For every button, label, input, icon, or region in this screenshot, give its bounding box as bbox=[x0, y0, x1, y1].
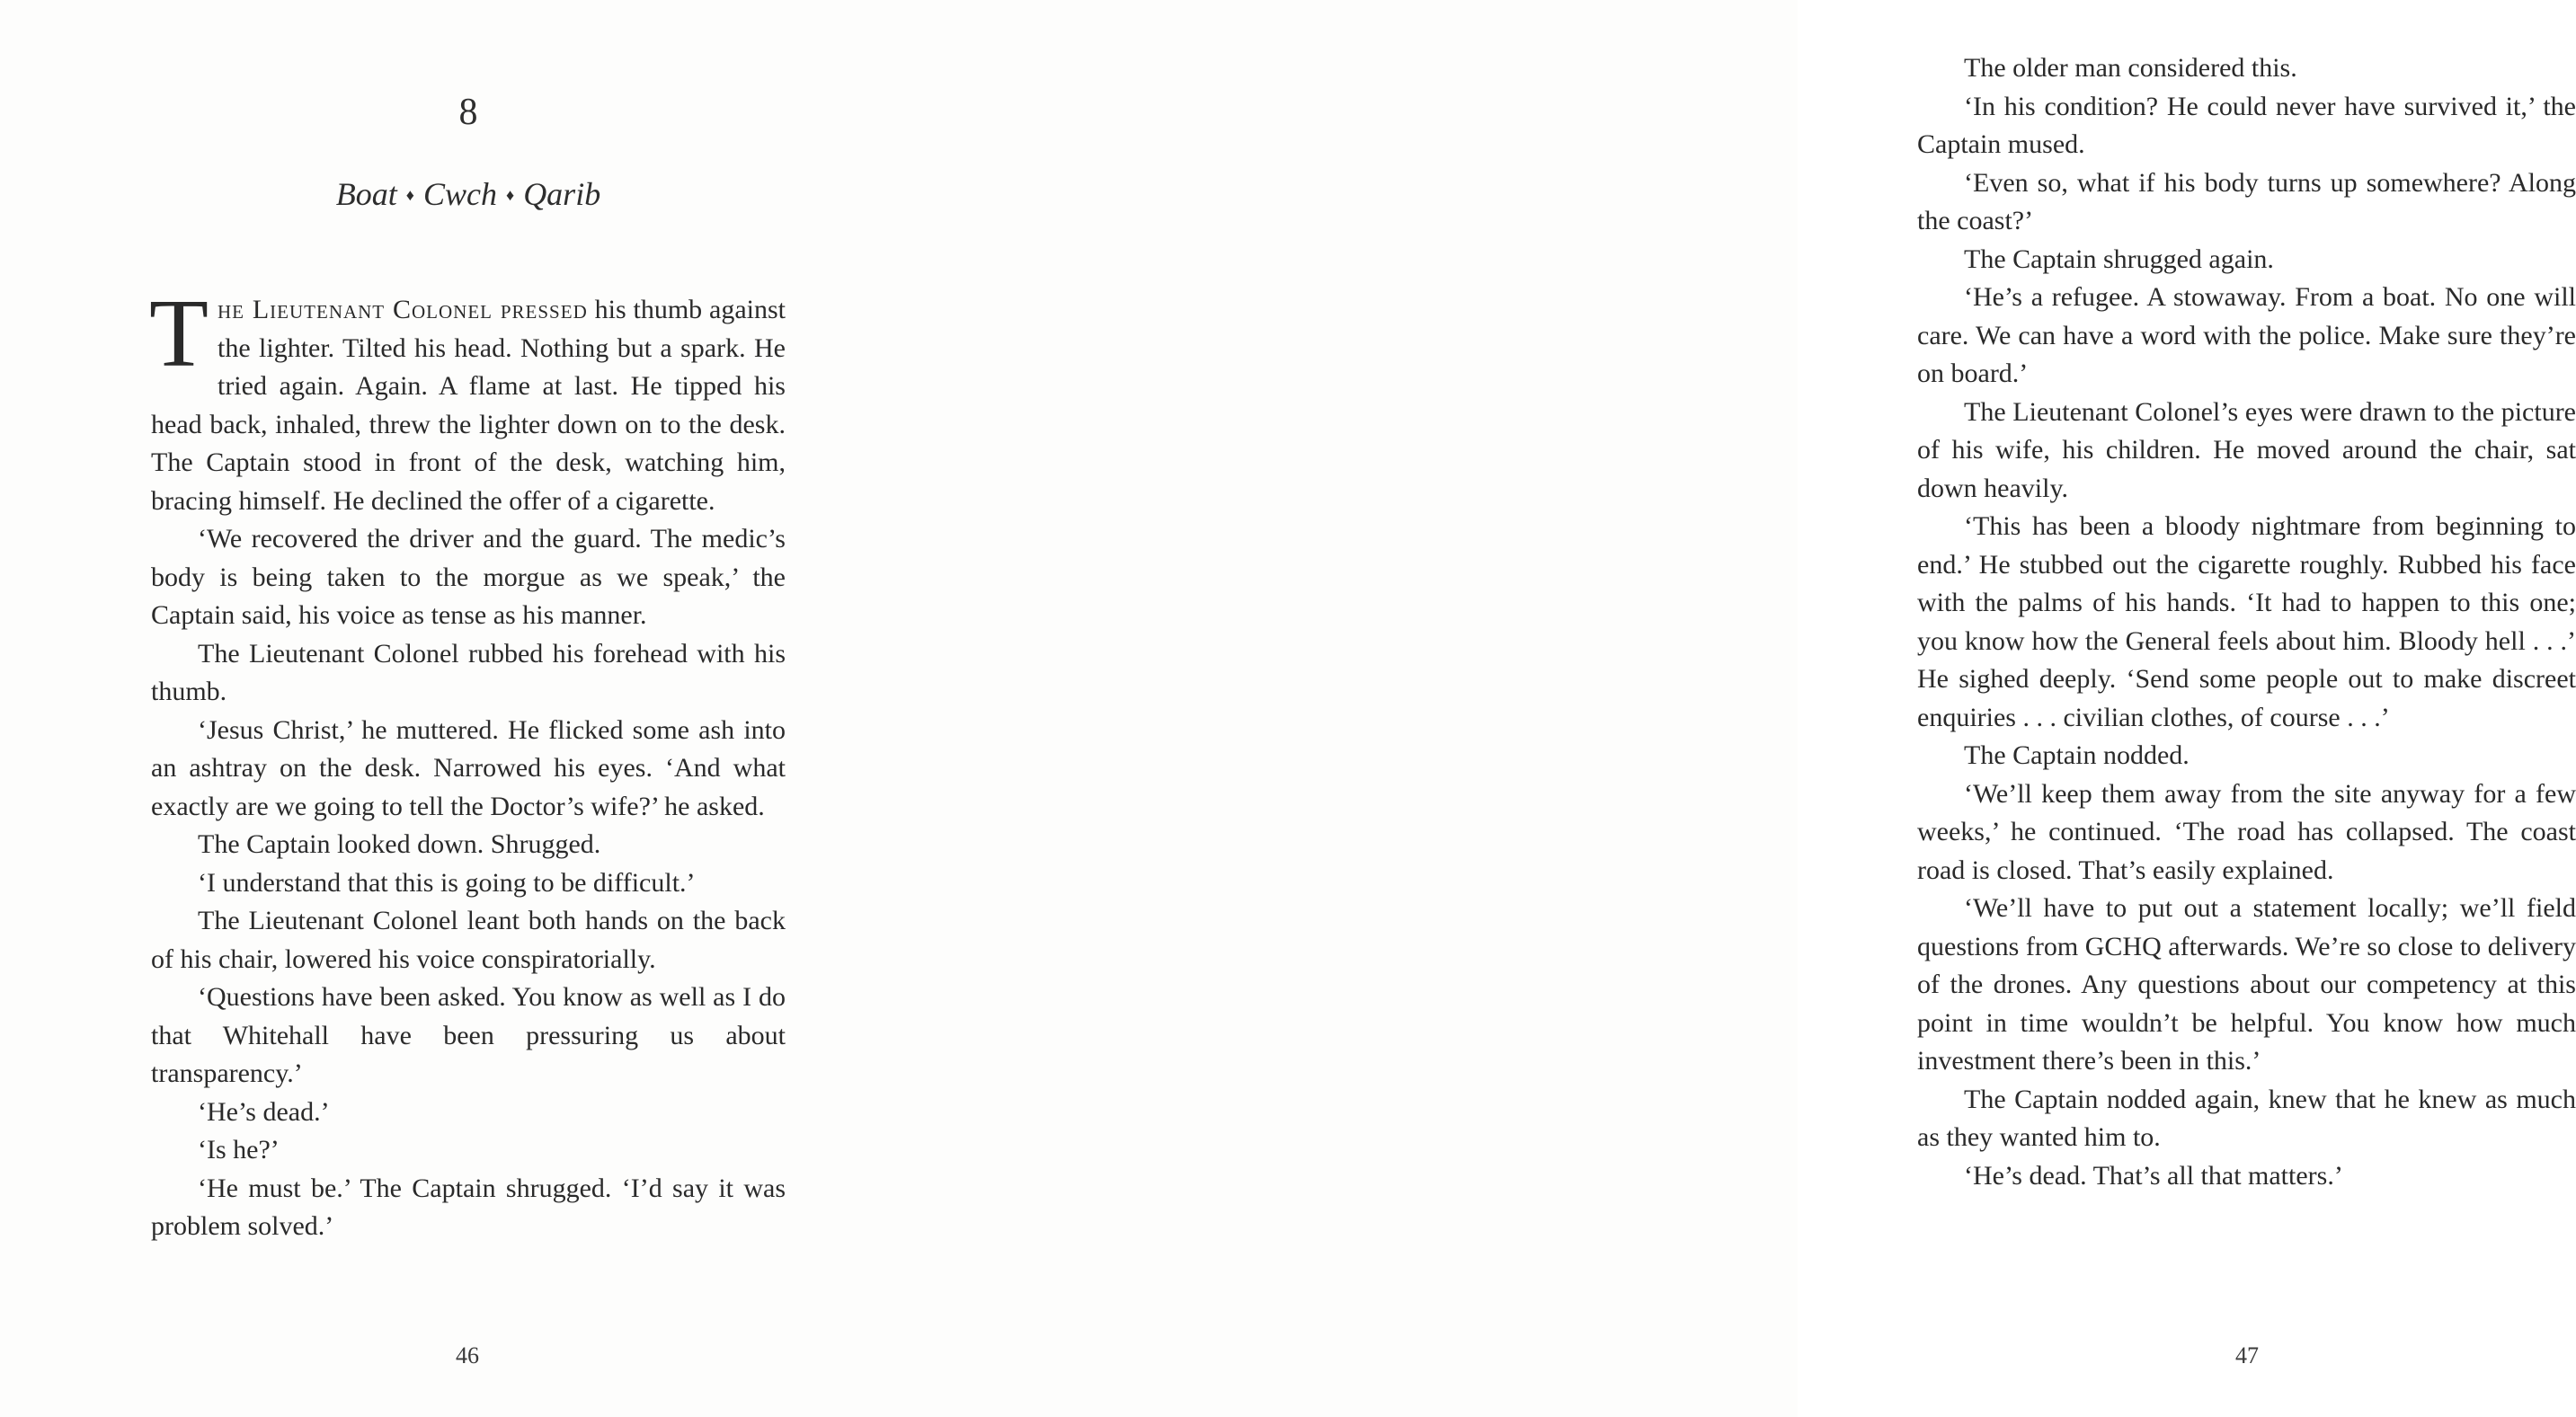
left-page bbox=[0, 0, 899, 1417]
paragraph: ‘This has been a bloody nightmare from beginning to end.’ He stubbed out the cigarette roughly. Rubbed his face with the palms of his hands. ‘It had to happen to this one; you know how the General feels about him. Bloody hell . . .’ He sighed deeply. ‘Send some people out to make discreet enquiries . . . civilian clothes, of course . . .’ bbox=[1917, 511, 2576, 732]
paragraph: The Lieutenant Colonel leant both hands on the back of his chair, lowered his voice conspiratorially. bbox=[151, 906, 786, 974]
paragraph: ‘Questions have been asked. You know as well as I do that Whitehall have been pressuring us about transparency.’ bbox=[151, 982, 786, 1088]
right-page bbox=[899, 0, 2576, 1417]
right-page-body bbox=[1917, 49, 2576, 1195]
paragraph: ‘He must be.’ The Captain shrugged. ‘I’d say it was problem solved.’ bbox=[151, 1173, 786, 1241]
paragraph: The Captain shrugged again. bbox=[1964, 244, 2274, 274]
drop-cap: T bbox=[149, 280, 209, 387]
paragraph: ‘We recovered the driver and the guard. The medic’s body is being taken to the morgue as we speak,’ the Captain said, his voice as tense as his manner. bbox=[151, 524, 786, 630]
paragraph: ‘In his condition? He could never have survived it,’ the Captain mused. bbox=[1917, 91, 2576, 159]
paragraph: The Lieutenant Colonel rubbed his forehead with his thumb. bbox=[151, 638, 786, 706]
paragraph: The older man considered this. bbox=[1964, 53, 2297, 83]
chapter-title bbox=[151, 178, 786, 210]
opening-small-caps: he Lieutenant Colonel pressed bbox=[217, 295, 588, 324]
paragraph: ‘He’s dead. That’s all that matters.’ bbox=[1964, 1160, 2343, 1191]
paragraph: ‘We’ll have to put out a statement locally; we’ll field questions from GCHQ afterwards. We’re so close to delivery of the drones. Any questions about our competency at this point in time wouldn’t be helpful. You know how much investment there’s been in this.’ bbox=[1917, 893, 2576, 1076]
paragraph: ‘He’s a refugee. A stowaway. From a boat. No one will care. We can have a word with the police. Make sure they’re on board.’ bbox=[1917, 282, 2576, 388]
chapter-title-part: Cwch bbox=[422, 176, 497, 212]
opening-paragraph bbox=[149, 280, 786, 520]
chapter-number: 8 bbox=[458, 92, 478, 133]
paragraph: ‘Even so, what if his body turns up somewhere? Along the coast?’ bbox=[1917, 167, 2576, 235]
diamond-separator-icon: ♦ bbox=[405, 185, 414, 204]
chapter-title-part: Boat bbox=[335, 176, 397, 212]
paragraph: The Captain nodded again, knew that he knew as much as they wanted him to. bbox=[1917, 1084, 2576, 1152]
opening-text: his thumb against the lighter. Tilted his head. Nothing but a spark. He tried again. Again. A flame at last. He tipped his head back, inhaled, threw the lighter down on to the desk. The Captain stood in front of the desk, watching him, bracing himself. He declined the offer of a cigarette. bbox=[151, 295, 786, 516]
page-number: 47 bbox=[2235, 1342, 2259, 1368]
paragraph: ‘I understand that this is going to be difficult.’ bbox=[198, 867, 696, 898]
paragraph: The Lieutenant Colonel’s eyes were drawn to the picture of his wife, his children. He moved around the chair, sat down heavily. bbox=[1917, 396, 2576, 503]
diamond-separator-icon: ♦ bbox=[506, 185, 515, 204]
page-number: 46 bbox=[456, 1342, 479, 1368]
paragraph: ‘Jesus Christ,’ he muttered. He flicked some ash into an ashtray on the desk. Narrowed his eyes. ‘And what exactly are we going to tell the Doctor’s wife?’ he asked. bbox=[151, 714, 786, 821]
left-page-body bbox=[149, 280, 786, 1246]
paragraph: ‘Is he?’ bbox=[198, 1135, 280, 1165]
chapter-title-part: Qarib bbox=[523, 176, 601, 212]
paragraph: ‘He’s dead.’ bbox=[198, 1096, 330, 1127]
paragraph: The Captain looked down. Shrugged. bbox=[198, 829, 601, 859]
paragraph: The Captain nodded. bbox=[1964, 740, 2190, 770]
paragraph: ‘We’ll keep them away from the site anyway for a few weeks,’ he continued. ‘The road has collapsed. The coast road is closed. That’s easily explained. bbox=[1917, 778, 2576, 885]
